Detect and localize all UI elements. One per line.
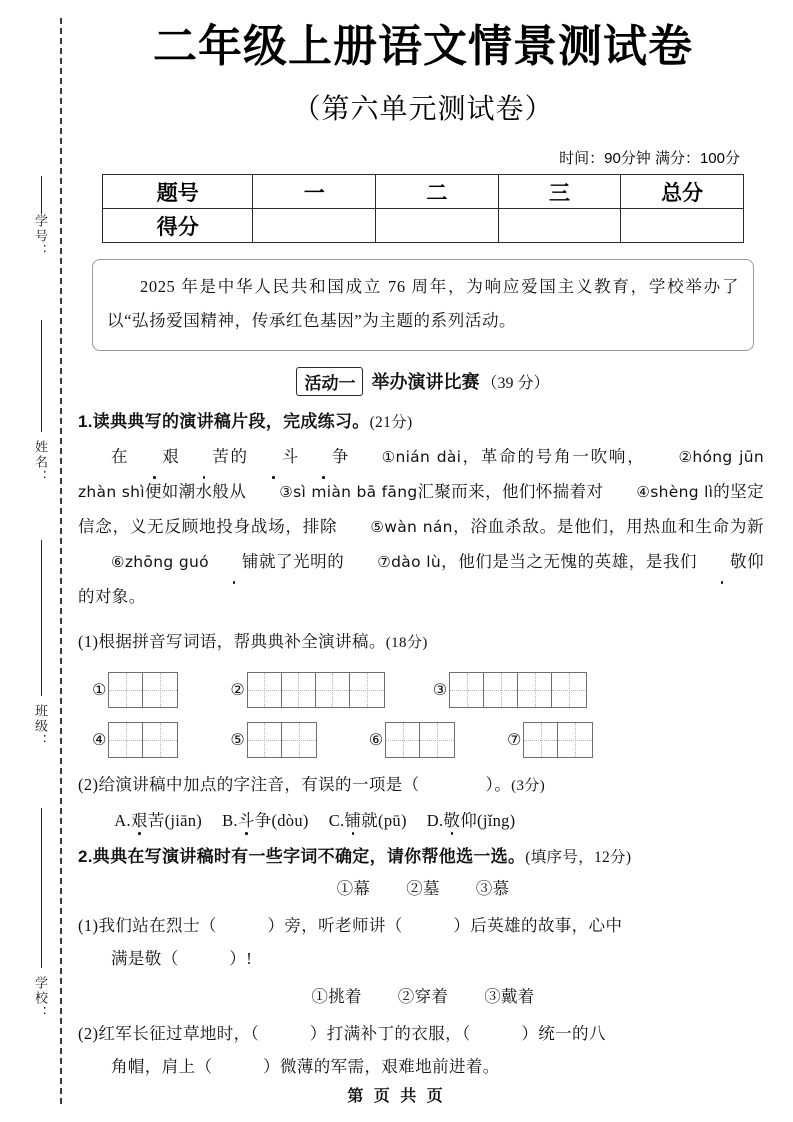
grid-cell[interactable]: [316, 673, 350, 707]
margin-label-school: 学校：: [33, 976, 48, 1021]
option-d-dotted-char: 敬: [443, 807, 460, 831]
option-c-dotted-char: 铺: [344, 807, 361, 831]
sub-1-text: (1)根据拼音写词语，帮典典补全演讲稿。: [78, 631, 386, 651]
grid-cell[interactable]: [524, 723, 558, 757]
passage-pinyin-3: sì miàn bā fāng: [293, 482, 418, 501]
table-row: [103, 209, 744, 243]
option-c-rest: 就(pū): [361, 810, 407, 830]
question-1-points: (21分): [369, 413, 413, 431]
grid-cell[interactable]: [484, 673, 518, 707]
activity-name: 举办演讲比赛: [371, 372, 480, 393]
question-1-sub-1-label: [78, 625, 768, 658]
passage-dotted-jing: 敬: [697, 545, 747, 580]
margin-label-class: 班级：: [33, 704, 48, 749]
q2-g2-option-1[interactable]: ①挑着: [311, 986, 362, 1006]
score-table-wrap: [78, 174, 768, 243]
score-table-col-1: 一: [253, 175, 376, 209]
passage-seg-10: 仰的对象。: [78, 551, 765, 606]
question-2-sub-1-line-1: (1)我们站在烈士（ ）旁，听老师讲（ ）后英雄的故事，心中: [78, 915, 623, 935]
q2-g2-option-3[interactable]: ③戴着: [484, 986, 535, 1006]
passage-dotted-jian: 艰: [129, 440, 179, 475]
passage-circle-7: ⑦: [377, 552, 392, 571]
grid-cell[interactable]: [248, 673, 282, 707]
option-b-dotted-char: 斗: [238, 807, 255, 831]
passage-seg-8: 就了光明的: [258, 551, 345, 571]
score-table-row-header-2: 得分: [103, 209, 253, 243]
passage-pinyin-1: nián dài: [395, 447, 462, 466]
answer-grid-6[interactable]: [385, 722, 455, 758]
option-b-rest: 争(dòu): [254, 810, 309, 830]
tianzige-number-4: ④: [92, 730, 107, 750]
option-b-letter: B.: [222, 810, 238, 830]
activity-points: （39 分）: [481, 374, 550, 392]
passage-seg-3: ，革命的号角一吹响，: [461, 446, 646, 466]
option-a[interactable]: [114, 807, 202, 831]
tianzige-group-3: [433, 672, 587, 708]
tianzige-number-3: ③: [432, 680, 448, 700]
passage-circle-6: ⑥: [111, 552, 125, 571]
passage-seg-6: 的坚定信念，义无反顾地投身战场，排除: [78, 481, 765, 536]
tianzige-row-2: [78, 722, 768, 758]
sub-2-text-before: (2)给演讲稿中加点的字注音，有误的一项是（: [78, 774, 420, 794]
passage-seg-5: 汇聚而来，他们怀揣着对: [417, 481, 604, 501]
page-footer: 第 页 共 页: [347, 1088, 446, 1105]
passage-seg-9: ，他们是当之无愧的英雄，是我们: [440, 551, 698, 571]
question-2-points: (填序号，12分): [525, 848, 632, 866]
tianzige-group-7: [507, 722, 593, 758]
margin-rule-3: [41, 540, 42, 696]
score-table-row-header-1: 题号: [103, 175, 253, 209]
sub-2-answer-blank[interactable]: [420, 775, 486, 794]
passage-circle-2: ②: [678, 447, 693, 466]
score-cell-1[interactable]: [253, 209, 376, 243]
question-2-sub-2-line-2: 角帽，肩上（ ）微薄的军需，艰难地前进着。: [111, 1056, 500, 1076]
option-d[interactable]: [427, 807, 516, 831]
grid-cell[interactable]: [386, 723, 420, 757]
option-d-letter: D.: [426, 810, 444, 830]
tianzige-group-2: [230, 672, 384, 708]
passage-pinyin-4: shèng lì: [650, 482, 714, 501]
question-2-stem: [78, 842, 768, 867]
score-table: [102, 174, 744, 243]
option-a-letter: A.: [114, 810, 131, 830]
tianzige-group-5: [230, 722, 316, 758]
score-cell-2[interactable]: [376, 209, 499, 243]
grid-cell[interactable]: [518, 673, 552, 707]
time-and-total-score: 时间：90分钟 满分：100分: [559, 150, 740, 168]
passage-circle-1: ①: [381, 447, 396, 466]
sub-2-text-after: ）。: [485, 774, 512, 794]
answer-grid-3[interactable]: [449, 672, 587, 708]
table-row: [103, 175, 744, 209]
grid-cell[interactable]: [109, 673, 143, 707]
margin-rule-2: [41, 320, 42, 432]
score-cell-3[interactable]: [498, 209, 621, 243]
score-table-col-2: 二: [376, 175, 499, 209]
passage-circle-4: ④: [636, 482, 651, 501]
passage-circle-5: ⑤: [370, 517, 385, 536]
answer-grid-7[interactable]: [523, 722, 593, 758]
question-2-sub-1-line-2: 满是敬（ ）!: [111, 948, 253, 968]
intro-box: 2025 年是中华人民共和国成立 76 周年，为响应爱国主义教育，学校举办了以“弘扬爱国精神，传承红色基因”为主题的系列活动。: [92, 259, 754, 351]
grid-cell[interactable]: [420, 723, 454, 757]
option-c[interactable]: [329, 807, 407, 831]
tianzige-number-1: ①: [92, 680, 107, 700]
score-cell-total[interactable]: [621, 209, 744, 243]
tianzige-number-6: ⑥: [368, 730, 384, 750]
option-b[interactable]: [222, 807, 309, 831]
tianzige-number-7: ⑦: [507, 730, 522, 750]
paper-content: [78, 0, 768, 1083]
activity-tag: 活动一: [296, 367, 363, 396]
margin-label-name: 姓名：: [33, 440, 48, 485]
option-a-rest: 苦(jiān): [147, 810, 203, 830]
passage-seg-7: ，浴血杀敌。是他们，用热血和生命为新: [452, 516, 765, 536]
passage-dotted-zheng: 争: [299, 440, 349, 475]
passage-seg-2: 的: [229, 446, 249, 466]
grid-cell[interactable]: [143, 723, 177, 757]
margin-rule-4: [41, 808, 42, 968]
grid-cell[interactable]: [143, 673, 177, 707]
q2-g2-option-2[interactable]: ②穿着: [397, 986, 449, 1006]
passage-pinyin-6: zhōng guó: [124, 552, 209, 571]
page-title: 二年级上册语文情景测试卷: [153, 22, 693, 71]
answer-grid-1[interactable]: [108, 672, 178, 708]
passage-circle-3: ③: [279, 482, 294, 501]
passage-seg-4: 便如潮水般从: [144, 481, 247, 501]
margin-label-student-id: 学号：: [33, 214, 48, 259]
answer-grid-5[interactable]: [247, 722, 317, 758]
sub-2-points: (3分): [511, 777, 546, 794]
question-1-stem-text: 1.读典典写的演讲稿片段，完成练习。: [78, 411, 370, 431]
option-a-dotted-char: 艰: [131, 807, 148, 831]
passage-pinyin-7: dào lù: [391, 552, 441, 571]
passage-dotted-pu: 铺: [209, 545, 259, 580]
question-1-sub-2-label: [78, 768, 768, 801]
tianzige-number-2: ②: [230, 680, 245, 700]
tianzige-group-6: [369, 722, 455, 758]
question-1-stem: [78, 407, 768, 432]
question-2-sub-2-line-1: (2)红军长征过草地时，（ ）打满补丁的衣服，（ ）统一的八: [78, 1023, 606, 1043]
tianzige-group-1: [92, 672, 178, 708]
question-2-stem-text: 2.典典在写演讲稿时有一些字词不确定，请你帮他选一选。: [78, 846, 526, 866]
margin-rule-1: [41, 176, 42, 214]
option-d-rest: 仰(jǐng): [460, 810, 516, 830]
grid-cell[interactable]: [282, 673, 316, 707]
score-table-col-total: 总分: [621, 175, 744, 209]
passage-seg-1: 在: [111, 446, 130, 466]
option-c-letter: C.: [328, 810, 345, 830]
grid-cell[interactable]: [350, 673, 384, 707]
cut-dashed-line: [60, 18, 62, 1104]
question-1-passage: [78, 440, 768, 615]
q2-g1-option-1[interactable]: ①幕: [336, 878, 371, 898]
grid-cell[interactable]: [109, 723, 143, 757]
passage-dotted-dou: 斗: [249, 440, 299, 475]
sub-1-points: (18分): [385, 634, 428, 651]
answer-grid-2[interactable]: [247, 672, 385, 708]
q2-g1-option-2[interactable]: ②墓: [406, 878, 440, 898]
tianzige-group-4: [92, 722, 178, 758]
question-2-group-2-options: [78, 983, 768, 1007]
question-1-sub-2-options: [78, 807, 768, 831]
tianzige-number-5: ⑤: [230, 730, 245, 750]
q2-g1-option-3[interactable]: ③慕: [475, 878, 510, 898]
passage-dotted-ku: 苦: [179, 440, 229, 475]
passage-pinyin-5: wàn nán: [384, 517, 453, 536]
grid-cell[interactable]: [450, 673, 484, 707]
grid-cell[interactable]: [248, 723, 282, 757]
passage-pinyin-2: hóng jūn zhàn shì: [78, 447, 764, 501]
page-subtitle: （第六单元测试卷）: [292, 93, 554, 125]
grid-cell[interactable]: [558, 723, 592, 757]
grid-cell[interactable]: [552, 673, 586, 707]
grid-cell[interactable]: [282, 723, 316, 757]
score-table-col-3: 三: [498, 175, 621, 209]
activity-header: [78, 367, 768, 396]
answer-grid-4[interactable]: [108, 722, 178, 758]
question-2-group-1-options: [78, 875, 768, 899]
tianzige-row-1: [78, 672, 768, 708]
